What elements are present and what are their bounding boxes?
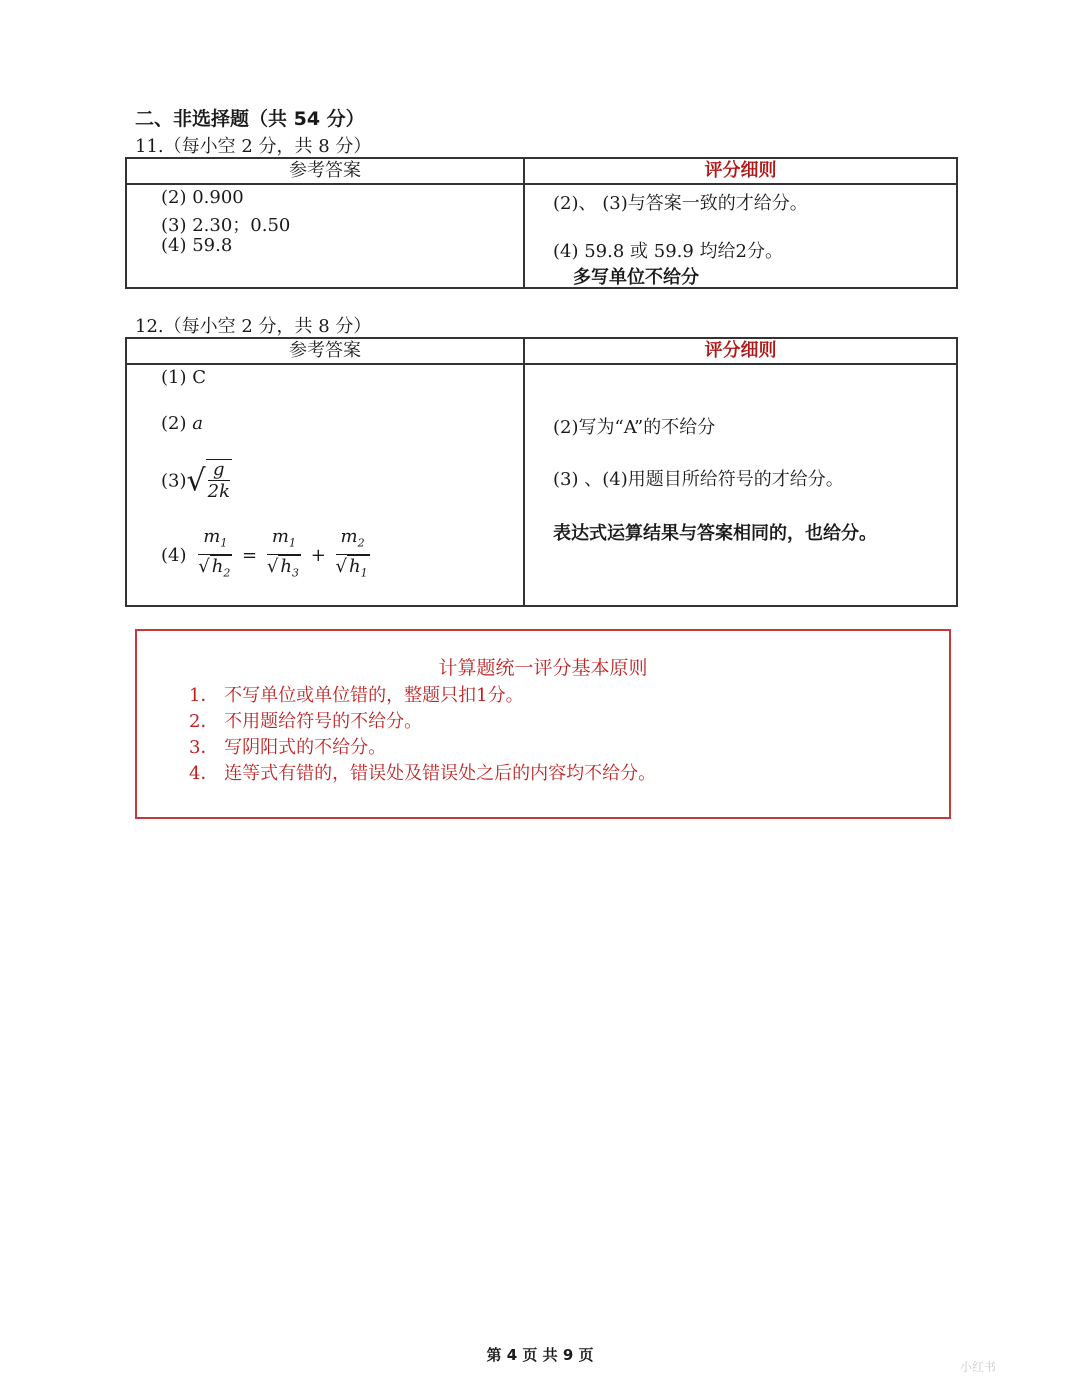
principle-item-2: 2． 不用题给符号的不给分。 (189, 711, 423, 732)
q12-answer-3-label: (3) (161, 470, 187, 492)
q11-header-answer: 参考答案 (126, 158, 524, 184)
q12-rule-1: (2)写为“A”的不给分 (553, 417, 716, 438)
subscript: 1 (288, 536, 296, 550)
q12-answer-cell (126, 364, 524, 606)
sqrt-expression (187, 459, 232, 503)
var-h: h (349, 555, 361, 577)
var-m: m (340, 526, 358, 547)
var-h: h (280, 555, 292, 577)
q12-header-answer: 参考答案 (126, 338, 524, 364)
section-title: 二、非选择题（共 54 分） (135, 108, 365, 130)
fraction-m1-over-sqrt-h2 (198, 527, 232, 584)
sqrt-sign-icon: √ (198, 555, 210, 577)
principle-item-3: 3． 写阴阳式的不给分。 (189, 737, 387, 758)
fraction-numerator: g (208, 460, 230, 481)
q12-answer-2-label: (2) (161, 413, 187, 434)
subscript: 2 (223, 566, 231, 580)
subscript: 1 (360, 566, 368, 580)
q12-rules-cell (524, 364, 957, 606)
fraction-m1-over-sqrt-h3 (267, 527, 301, 584)
q12-answer-2-value: a (192, 413, 203, 434)
q11-answer-3: (3) 2.30；0.50 (161, 215, 291, 236)
q12-answer-4 (161, 527, 370, 584)
q12-answer-4-label: (4) (161, 545, 187, 567)
principle-item-1: 1． 不写单位或单位错的，整题只扣1分。 (189, 685, 524, 706)
subscript: 3 (291, 566, 299, 580)
q12-rule-2: (3) 、(4)用题目所给符号的才给分。 (553, 469, 844, 490)
q12-answer-1: (1) C (161, 367, 206, 388)
var-m: m (271, 526, 289, 547)
q12-header-rules: 评分细则 (524, 338, 957, 364)
q12-rule-3: 表达式运算结果与答案相同的，也给分。 (553, 523, 877, 544)
q11-answer-2: (2) 0.900 (161, 187, 244, 208)
sqrt-sign-icon: √ (186, 463, 206, 499)
var-h: h (211, 555, 224, 577)
equals-sign: = (242, 545, 258, 567)
q11-answer-4: (4) 59.8 (161, 235, 233, 256)
q11-rule-3: 多写单位不给分 (573, 267, 699, 288)
scoring-principles-box (135, 629, 951, 819)
sqrt-sign-icon: √ (266, 555, 279, 577)
q11-title: 11.（每小空 2 分，共 8 分） (135, 136, 372, 157)
fraction-g-over-2k (208, 460, 230, 503)
page-footer: 第 4 页 共 9 页 (486, 1346, 594, 1364)
q12-title: 12.（每小空 2 分，共 8 分） (135, 316, 372, 337)
q11-header-rules: 评分细则 (524, 158, 957, 184)
watermark: 小红书 (960, 1360, 997, 1374)
principle-item-4: 4． 连等式有错的，错误处及错误处之后的内容均不给分。 (189, 763, 657, 784)
q11-rule-2: (4) 59.8 或 59.9 均给2分。 (553, 241, 783, 262)
q11-table (125, 157, 958, 289)
sqrt-sign-icon: √ (335, 555, 347, 577)
plus-sign: + (310, 545, 326, 567)
fraction-m2-over-sqrt-h1 (336, 527, 370, 584)
q12-answer-3 (161, 459, 232, 503)
q11-answer-cell (126, 184, 524, 288)
principles-title: 计算题统一评分基本原则 (438, 657, 648, 679)
var-m: m (203, 526, 221, 547)
subscript: 2 (357, 536, 365, 550)
q12-answer-2 (161, 413, 203, 434)
subscript: 1 (220, 536, 228, 550)
q12-table (125, 337, 958, 607)
q11-rules-cell (524, 184, 957, 288)
fraction-denominator: 2k (207, 481, 230, 502)
q11-rule-1: (2)、 (3)与答案一致的才给分。 (553, 193, 808, 214)
